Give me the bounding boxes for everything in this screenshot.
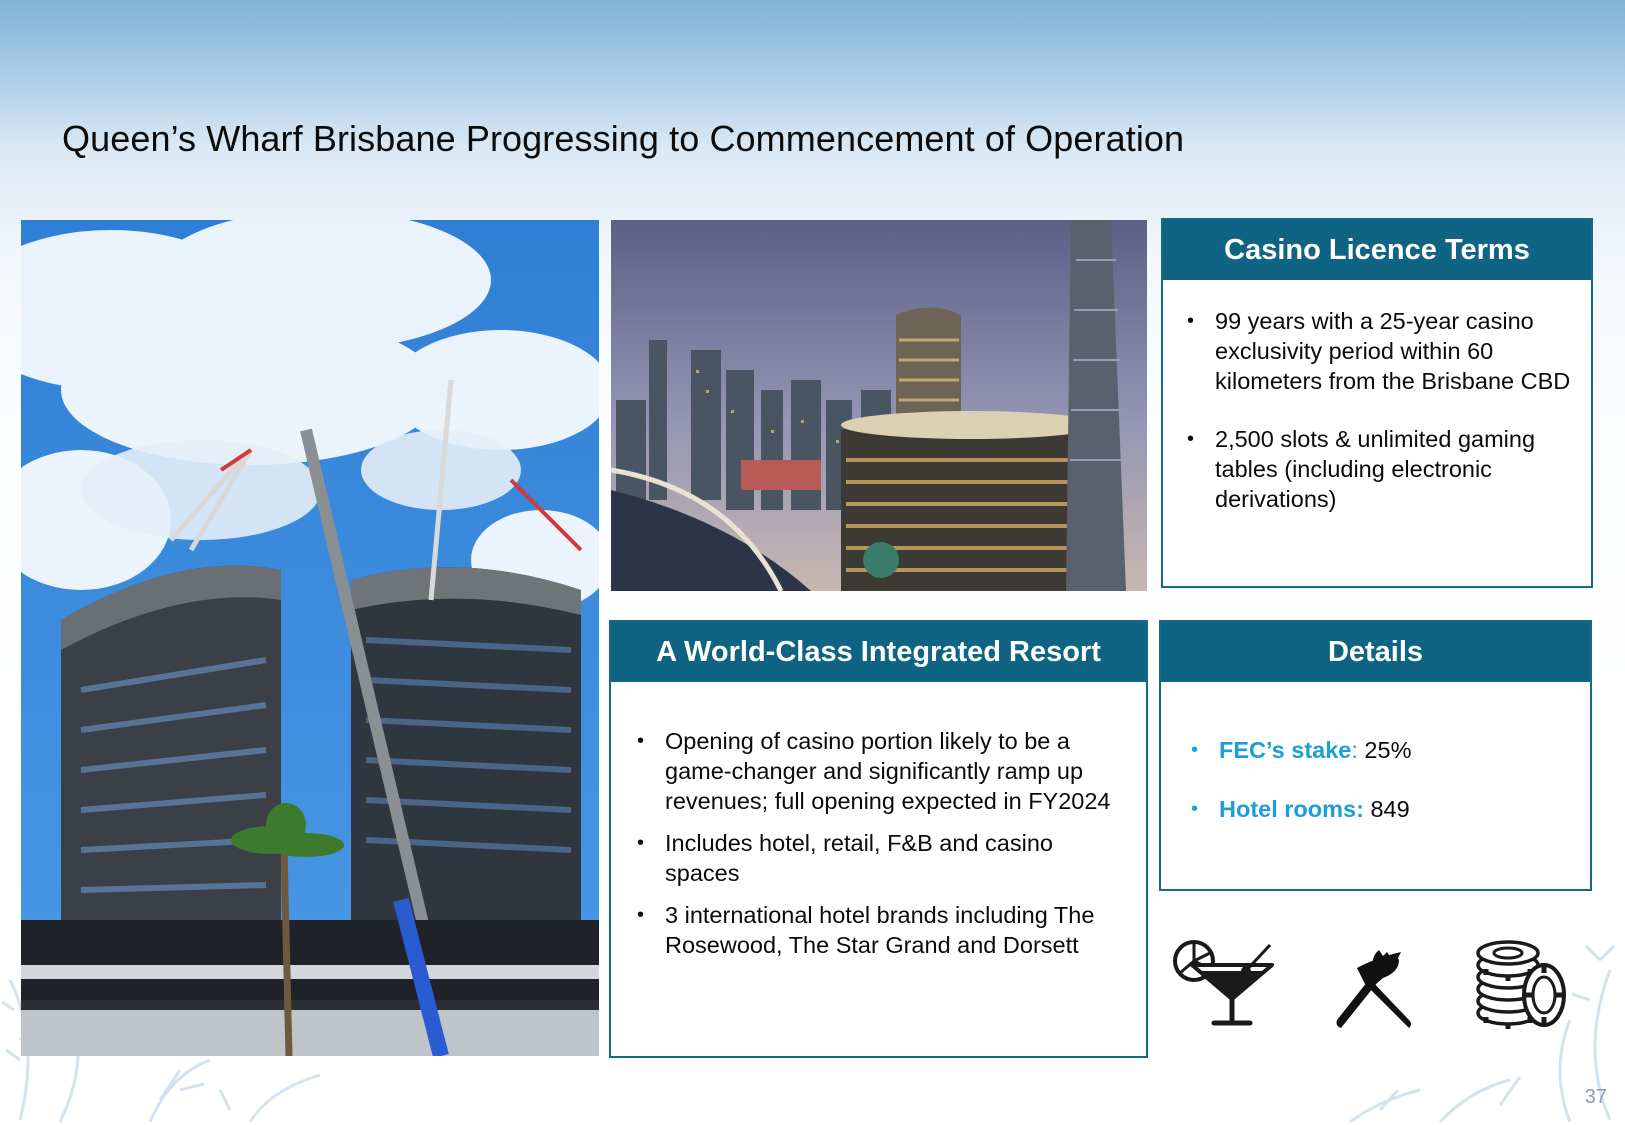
detail-stake xyxy=(1219,735,1579,765)
page-number: 37 xyxy=(1584,1086,1607,1108)
construction-site-photo xyxy=(21,220,599,1056)
resort-panel xyxy=(609,620,1148,1058)
details-list xyxy=(1219,735,1579,853)
details-header: Details xyxy=(1161,622,1590,682)
fork-knife-icon xyxy=(1335,948,1415,1030)
casino-licence-panel xyxy=(1161,218,1593,588)
resort-header: A World-Class Integrated Resort xyxy=(611,622,1146,682)
detail-hotel-rooms-value: 849 xyxy=(1363,796,1410,822)
list-item: • Includes hotel, retail, F&B and casino spaces xyxy=(665,828,1125,888)
list-item: • Opening of casino portion likely to be a game-changer and significantly ramp up revenues; full opening expected in FY2024 xyxy=(665,726,1125,816)
resort-list xyxy=(665,726,1125,972)
casino-licence-list xyxy=(1215,306,1575,542)
detail-stake-separator: : xyxy=(1351,737,1358,763)
slide-title: Queen’s Wharf Brisbane Progressing to Commencement of Operation xyxy=(62,118,1185,159)
detail-stake-label: FEC’s stake xyxy=(1219,737,1352,763)
resort-skyline-rendering xyxy=(611,220,1147,591)
detail-hotel-rooms xyxy=(1219,794,1579,824)
detail-stake-value: 25% xyxy=(1357,737,1412,763)
detail-hotel-rooms-label: Hotel rooms: xyxy=(1219,796,1364,822)
cocktail-icon xyxy=(1172,937,1277,1029)
casino-chips-icon xyxy=(1472,937,1572,1031)
details-panel xyxy=(1159,620,1592,891)
list-item: • 99 years with a 25-year casino exclusivity period within 60 kilometers from the Brisbane CBD xyxy=(1215,306,1575,396)
list-item: • 2,500 slots & unlimited gaming tables (including electronic derivations) xyxy=(1215,424,1575,514)
list-item: • 3 international hotel brands including The Rosewood, The Star Grand and Dorsett xyxy=(665,900,1125,960)
casino-licence-header: Casino Licence Terms xyxy=(1163,220,1591,280)
